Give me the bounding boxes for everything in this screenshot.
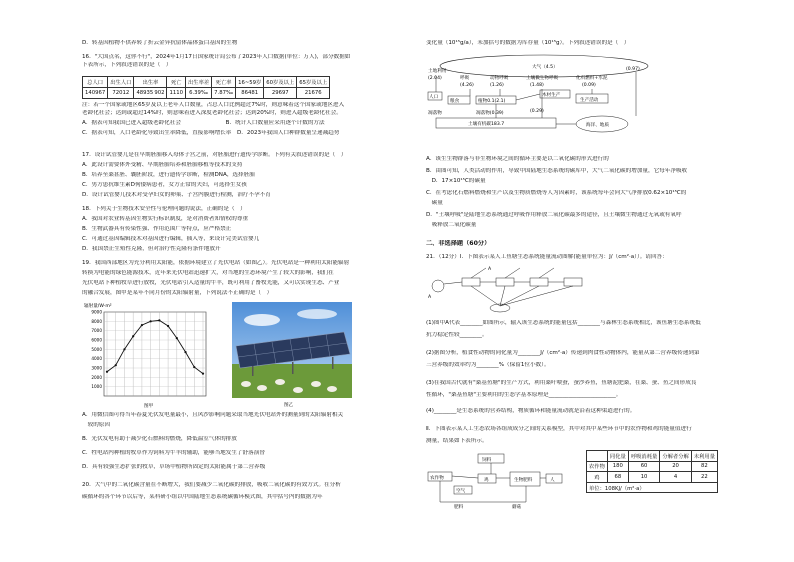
q20-option-c-1: C．在考虑化石燃料燃烧和生产以及生物质燃烧等人为因素时，该系统每年会向大气净排放0.62×10¹⁵C的 (426, 190, 687, 196)
table-cell: 1110 (167, 88, 185, 99)
table-cell: 4 (660, 472, 692, 483)
people-box: 人 (550, 478, 555, 483)
table-cell: 82 (691, 461, 717, 472)
q20-option-b-2: D．17×10¹⁵C的碳量 (426, 178, 486, 184)
energy-flow-diagram (426, 264, 586, 314)
table-header-cell: 出生率差 (185, 77, 211, 88)
table-cell: 6.39‰ (185, 88, 211, 99)
q21-answer-5: (3)在我国古代就有"桑基鱼塘"的生产方式，利用桑叶喂蚕，蚕沙养鱼，鱼塘泥肥桑，在桑、蚕、鱼之间形成良 (426, 380, 697, 386)
q18-option-c: C．可通过基因编辑技术对基因进行编辑，插入等，来设计完美试管婴儿 (82, 236, 260, 242)
y-tick-label: 1000 (91, 384, 102, 390)
q16-note-2: 老龄化社会；达到或超过14%时，则意味着进入深度老龄化社会；达到20%时，则进入超级老龄化社会。 (82, 110, 342, 116)
crop-box: 农作物 (430, 476, 444, 481)
table-cell: 180 (607, 461, 628, 472)
data-point (176, 337, 178, 339)
flux-label: (4.26) (460, 83, 474, 88)
figure-a-caption: 图甲 (144, 404, 154, 409)
q21-answer-1: (1)图中A代表________如图所示，输入该生态系统的能量包括________与森林生态系统相比，该鱼塘生态系统抵 (426, 320, 701, 326)
flux-label: (0.29) (530, 109, 544, 114)
q21-answer-7: (4)________是生态系统的营养结构，物质循环和能量流动就是沿着这种渠道进行的。 (426, 408, 636, 414)
table-row (587, 472, 718, 483)
data-point (106, 371, 108, 373)
q21-answer-2: 抗力稳定性较________。 (426, 332, 488, 338)
y-tick-label: 7000 (91, 328, 102, 334)
table-cell: 72012 (108, 88, 134, 99)
soil-respiration-label: 土壤微生物呼吸 (526, 76, 559, 81)
soil-carbon-box: 土壤有机碳183.7 (468, 122, 505, 127)
air-label: 空气 (456, 489, 466, 494)
q21-stem: 21．（12分）Ⅰ．下图表示某人工鱼塘生态系统能量流动图解(能量单位为：J/（cm²·a））。请回答： (426, 254, 668, 260)
table-cell: 鸡 (587, 472, 608, 483)
y-tick-label: 8000 (91, 318, 102, 324)
table-header-cell: 出生率 (134, 77, 167, 88)
fertilizer-label: 肥料 (454, 505, 464, 510)
q16-stem-2: 下表所示，下列叙述错误的是（ ） (82, 62, 172, 68)
y-tick-label: 2000 (91, 374, 102, 380)
human-box: 人口 (429, 95, 439, 100)
table-header-cell: 同化量 (607, 451, 628, 462)
table-header-cell: 分解者分解 (660, 451, 692, 462)
y-tick-label: 4000 (91, 356, 102, 362)
energy-table (586, 450, 718, 493)
respiration-label: 呼吸 (460, 76, 470, 81)
data-point (132, 335, 134, 337)
q20-option-c-2: 碳量 (426, 200, 443, 206)
flux-label: (0.97) (626, 67, 640, 72)
chicken-box: 鸡 (484, 478, 489, 483)
table-cell: 10 (628, 472, 660, 483)
flux-label: (0.09) (582, 83, 596, 88)
series-line (107, 320, 203, 373)
y-tick-label: 9000 (91, 309, 102, 315)
q18-option-d: D．我国禁止生殖性克隆，但对治疗性克隆有条件地放开 (82, 246, 221, 252)
y-tick-label: 6000 (91, 337, 102, 343)
table-cell: 22 (691, 472, 717, 483)
q17-option-a: A．此设计需要体外受精、早期胚胎培养和胚胎移植等技术的支持 (82, 162, 243, 168)
q19-option-d: D．具有较强生态扩张的牧草，草场中植物所固定的太阳能属于第二营养级 (82, 464, 266, 470)
table-cell: 140967 (83, 88, 108, 99)
q16-stem-1: 16．"大国点名，这你不行"，2024年1月17日国家统计局公布了2023年人口数据(单位：万人)，部分数据如 (82, 54, 351, 60)
q20-stem-cont: 变化量（10¹⁵g/a），未加括号的数据为库存量（10¹⁵g）。下列叙述错误的是（ ） (426, 40, 630, 46)
data-point (184, 351, 186, 353)
data-point (141, 324, 143, 326)
q21-part2-1: Ⅱ．下图表示某人工生态农场各组成成分之间的关系模型，其中对其中某些环节中的农作物和鸡的能量值进行 (426, 426, 692, 432)
table-cell: 60 (628, 461, 660, 472)
carbon-cycle-diagram (426, 52, 666, 152)
table-header-cell: 总人口 (83, 77, 108, 88)
q17-stem: 17．设计试管婴儿是在早期胚胎移入母体子宫之前，对胚胎进行遗传学诊断。下列有关叙述错误的是（ ） (82, 152, 347, 158)
flux-label: (1.26) (490, 83, 504, 88)
wood-box: 木材生产 (542, 93, 561, 98)
ocean-geology-label: 海洋、地质 (586, 123, 609, 128)
table-header-cell (587, 451, 608, 462)
data-point (115, 364, 117, 366)
radiation-chart (82, 300, 210, 410)
q21-part2-2: 测量，结果如下表所示。 (426, 438, 488, 444)
atmosphere-label: 大气（4.5） (532, 65, 558, 70)
q19-stem-4: 的融合发展，图甲是某年不同月份的太阳辐射量，下列说法不正确的是（ ） (82, 290, 273, 296)
table-header-cell: 出生人口 (108, 77, 134, 88)
y-tick-label: 3000 (91, 365, 102, 371)
food-box: 粮食 (450, 99, 460, 104)
flux-label: (1.48) (530, 83, 544, 88)
data-point (167, 325, 169, 327)
q17-option-b: B．培养至桑葚胚、囊胚阶段，进行遗传学诊断，检测DNA，选择胚胎 (82, 172, 255, 178)
q16-note-1: 注：若一个国家或地区65岁及以上老年人口数量，占总人口比例超过7%时，则意味着这个国家或地区进入 (82, 102, 345, 108)
q20-stem-2: 碳循环的各个环节以后等，某科研小组以中国陆地生态系统碳循环模式图，其中括号内的数据为年 (82, 494, 323, 500)
plant-box: 植物0.1(2.1) (478, 99, 506, 104)
energy-label: A (428, 295, 432, 300)
bio-fertilizer-box: 生物肥料 (514, 478, 533, 483)
table-header-cell: 65岁及以上 (297, 77, 330, 88)
table-cell: 68 (607, 472, 628, 483)
q19-stem-1: 19．我国西部地区为充分利用太阳能，依据环境建立了光伏电站（如图乙）。光伏电站是一种利用太阳能辐射 (82, 260, 350, 266)
q20-option-a: A．该生生物群落与非生物环境之间的循环主要是以二氧化碳的形式进行的 (426, 156, 609, 162)
table-header-cell: 60岁及以上 (264, 77, 297, 88)
litter-label: 凋落物 (428, 111, 442, 116)
table-cell: 86481 (236, 88, 264, 99)
q19-option-a-1: A．用微信图可得当年春夏光伏发电量最小，且风沙影响问题采取当地光伏电站外的测量到的太阳辐射相关 (82, 412, 344, 418)
q20-stem-1: 20．大气中的二氧化碳含量在不断增大，我们要减少二氧化碳的排放，吸收二氧化碳的有效方式。在分析 (82, 482, 341, 488)
table-cell: 7.87‰ (212, 88, 236, 99)
q20-option-d-2: 吸释放二氧化碳量 (426, 222, 477, 228)
q15-option-d: D．转基因植物不供养转了折云金异抗留体晶体蛋白基因的生物 (82, 40, 238, 46)
litter-label: 凋落物(0.39) (476, 111, 504, 116)
feed-box: 饲料 (482, 458, 492, 463)
section-title: 二、非选择题（60分） (426, 240, 491, 247)
q21-answer-3: (2)据图分析，植食性动物的同化量为________J/（cm²·a）传递到肉食性动物体内，能量从第二营养级传递到第 (426, 350, 700, 356)
table-cell: 21676 (297, 88, 330, 99)
chart-marks (106, 319, 204, 374)
table-cell: 20 (660, 461, 692, 472)
table-header-cell: 死亡 (167, 77, 185, 88)
q21-answer-4: 三营养级的效率约为________%（保留1位小数）。 (426, 362, 550, 368)
data-point (150, 320, 152, 322)
q17-option-c: C．男方患抗维生素D佝偻病患者，女方正常的夫妇，可选择生女孩 (82, 182, 247, 188)
q19-stem-3: 光伏电站下种植牧草进行放牧，光伏电站引入适量的牛羊，既可利用了畜牧光能，又可以实现生态、产业 (82, 280, 340, 286)
q19-option-b: B．光伏发电有助于减少化石燃料的燃烧，降低温室气体的排放 (82, 436, 237, 442)
q21-answer-6: 性循环，"桑基鱼塘"主要利用的生态学基本原理是________________________。 (426, 392, 622, 398)
animal-respiration-label: 动物呼吸 (490, 76, 509, 81)
table-unit-note: 单位：108KJ/（m²·a） (587, 482, 718, 493)
q18-option-a: A．我国对农业转基因生物实行标识制度，是对消费者知情权的尊重 (82, 216, 249, 222)
land-use-label: 土地利用 (428, 69, 447, 74)
table-header-cell: 呼吸消耗量 (628, 451, 660, 462)
mushroom-label: 蘑菇 (512, 505, 522, 510)
data-point (193, 366, 195, 368)
solar-farm-photo (232, 302, 352, 408)
data-point (158, 319, 160, 321)
table-header-cell: 16~59岁 (236, 77, 264, 88)
table-row (587, 461, 718, 472)
fossil-fuel-label: 化石燃料+水泥 (576, 76, 608, 81)
chart-frame (104, 312, 206, 396)
chart-ylabel: 辐射量/W·m² (84, 304, 112, 309)
production-box: 生产活动 (580, 98, 599, 103)
q19-stem-2: 转换为电能的绿色能源技术，近年来光伏电站迅速扩大，对当地的生态环境产生了较大的影响，我们在 (82, 270, 334, 276)
farm-model-diagram (426, 450, 576, 510)
q16-option-ab: A．据表可知我国已进入超级老龄化社会 B．统计人口数量应采用逐个计数的方法 (82, 120, 325, 126)
chart-grid (104, 312, 206, 396)
table-cell: 48935 902 (134, 88, 167, 99)
data-point (123, 348, 125, 350)
q20-option-b-1: B．由图可知，人类活动的作用，导致中国陆地生态系统的碳库中，大气二氧化碳的增加量，它每年净吸收 (426, 168, 688, 174)
table-cell: 农作物 (587, 461, 608, 472)
population-table (82, 76, 330, 99)
table-cell: 29697 (264, 88, 297, 99)
flux-label: (2.04) (428, 76, 442, 81)
figure-b-caption: 图乙 (284, 403, 294, 408)
energy-label: A (488, 267, 492, 272)
q16-option-cd: C．据表可知，人口老龄化导致出生率降低，直接影响增长率 D．2023年我国人口种群数量呈递减趋势 (82, 130, 340, 136)
y-tick-label: 5000 (91, 346, 102, 352)
q18-stem: 18．下列关于生物技术安全性与伦理问题的说法，正确的是（ ） (82, 206, 246, 212)
table-header-cell: 未利用量 (691, 451, 717, 462)
q19-option-c: C．牲电站内种植的牧草作为饲料为牛羊的辅助，能够当地发生了舒落演替 (82, 450, 265, 456)
table-header-cell: 死亡率 (212, 77, 236, 88)
chart-y-ticks (91, 310, 102, 390)
q17-option-d: D．设计试管婴儿技术对受孕妇女的卵巢、子宫内膜进行检测，治疗不孕不育 (82, 192, 271, 198)
q19-option-a-2: 较的原因 (82, 422, 110, 428)
q20-option-d-1: D．"土壤呼吸"是陆地生态系统通过呼吸作用释放二氧化碳最多的途径，且土壤微生物通过无氧或有氧呼 (426, 212, 682, 218)
q18-option-b: B．生物武器具有传染性强、作用范围广等特点，应严格禁止 (82, 226, 232, 232)
data-point (202, 373, 204, 375)
